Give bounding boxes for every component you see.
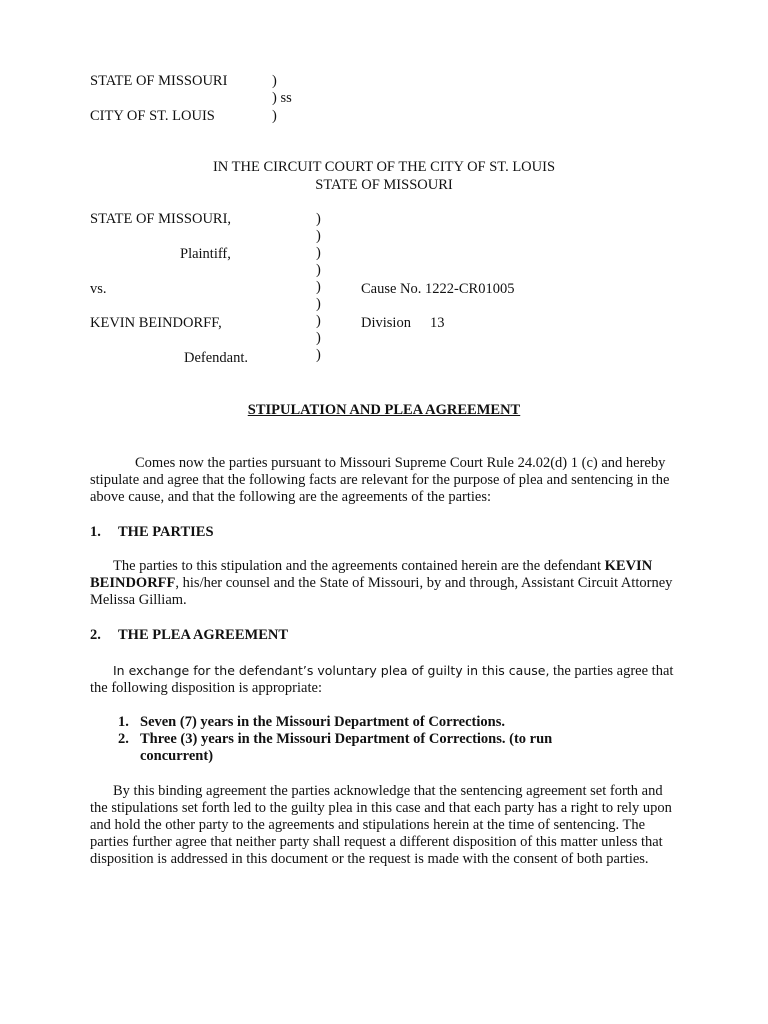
- venue-state: STATE OF MISSOURI: [90, 73, 228, 89]
- section-2-number: 2.: [90, 627, 101, 643]
- court-heading-line1: IN THE CIRCUIT COURT OF THE CITY OF ST. LOUIS: [212, 159, 556, 175]
- plaintiff-label: Plaintiff,: [180, 246, 231, 262]
- caption-paren: ): [316, 296, 321, 312]
- venue-paren: ): [272, 73, 277, 89]
- caption-paren: ): [316, 347, 321, 363]
- court-heading-line2: STATE OF MISSOURI: [315, 177, 453, 193]
- caption-paren-column: [316, 211, 321, 364]
- venue-city: CITY OF ST. LOUIS: [90, 108, 215, 124]
- section-1-text: The parties to this stipulation and the agreements contained herein are the defendant: [113, 558, 605, 574]
- intro-paragraph: Comes now the parties pursuant to Missouri Supreme Court Rule 24.02(d) 1 (c) and hereby stipulate and agree that the following facts are relevant for the purpose of plea and sentencing in the above cause, and that the following are the agreements of the parties:: [90, 455, 670, 505]
- section-1-text-cont: , his/her counsel and the State of Missouri, by and through, Assistant Circuit Attorney Melissa Gilliam.: [90, 575, 673, 608]
- caption-paren: ): [316, 228, 321, 244]
- section-2-text-sans: In exchange for the defendant’s voluntary plea of guilty in this cause,: [113, 663, 550, 678]
- versus: vs.: [90, 281, 107, 297]
- caption-paren: ): [316, 211, 321, 227]
- division-label: Division: [361, 315, 411, 331]
- venue-paren-ss: ) ss: [272, 90, 292, 106]
- plea-list-number: 2.: [118, 731, 129, 747]
- closing-paragraph: By this binding agreement the parties acknowledge that the sentencing agreement set forth and the stipulations set forth led to the guilty plea in this case and that each party has a right to rely upon and hold the other party to the agreements and stipulations herein at the time of sentencing. The parties further agree that neither party shall request a different disposition of this matter unless that disposition is addressed in this document or the request is made with the consent of both parties.: [90, 783, 672, 867]
- defendant-name-bold: KEVIN BEINDORFF: [90, 558, 653, 591]
- plaintiff-name: STATE OF MISSOURI,: [90, 211, 232, 227]
- caption-paren: ): [316, 313, 321, 329]
- section-2-heading: THE PLEA AGREEMENT: [118, 627, 289, 643]
- document-title: STIPULATION AND PLEA AGREEMENT: [247, 402, 521, 418]
- plea-list-text: Three (3) years in the Missouri Department of Corrections. (to run concurrent): [140, 731, 553, 764]
- plea-list-item: [118, 714, 620, 731]
- section-1-number: 1.: [90, 524, 101, 540]
- plea-list-text: Seven (7) years in the Missouri Department of Corrections.: [140, 714, 505, 730]
- section-2-paragraph: [90, 662, 680, 697]
- cause-number: Cause No. 1222-CR01005: [361, 281, 515, 297]
- plea-list-item: [118, 731, 610, 765]
- division-number: 13: [430, 315, 445, 331]
- caption-paren: ): [316, 330, 321, 346]
- defendant-name: KEVIN BEINDORFF,: [90, 315, 222, 331]
- caption-paren: ): [316, 262, 321, 278]
- caption-paren: ): [316, 279, 321, 295]
- section-1-heading: THE PARTIES: [118, 524, 214, 540]
- venue-paren: ): [272, 108, 277, 124]
- plea-list-number: 1.: [118, 714, 129, 730]
- caption-paren: ): [316, 245, 321, 261]
- section-2-text: the parties agree that the following disposition is appropriate:: [90, 663, 674, 696]
- section-1-paragraph: [90, 558, 680, 609]
- defendant-label: Defendant.: [184, 350, 249, 366]
